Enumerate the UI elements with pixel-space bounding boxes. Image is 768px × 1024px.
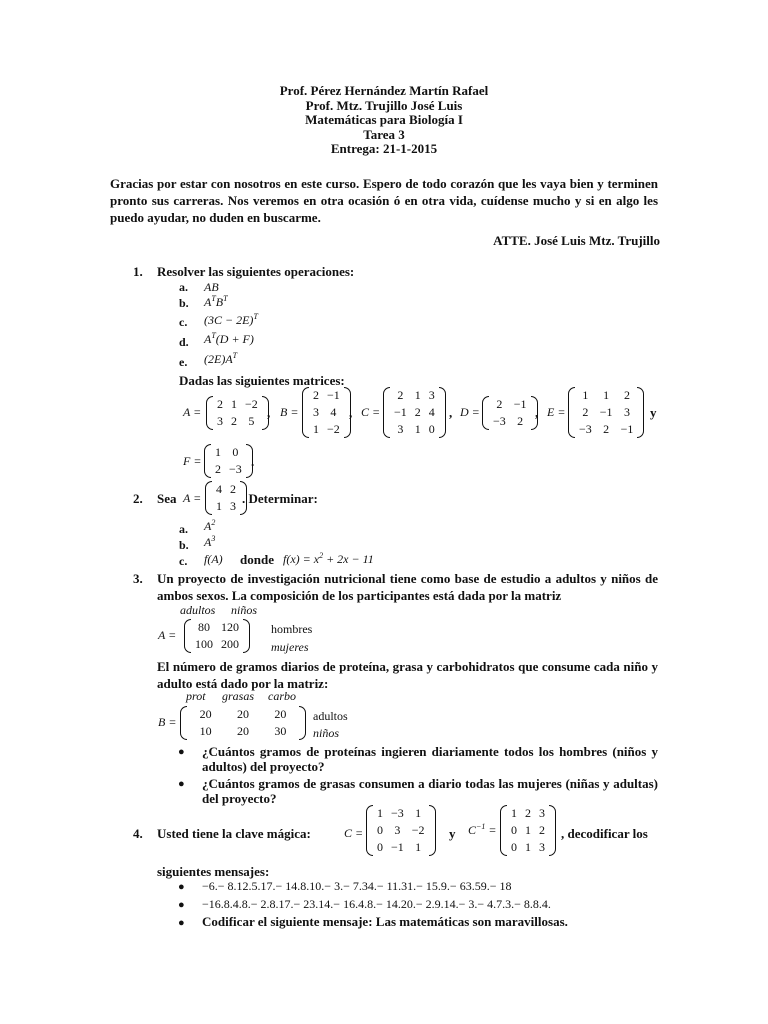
q1-item-b-expr: $A^TB^T$	[204, 294, 228, 309]
q3-matrix-A-row	[191, 636, 243, 653]
matrix-B-cell: 4	[330, 405, 337, 419]
q4-bullet-3-icon: ●	[178, 917, 185, 929]
q4-matrix-C-cell: 0	[377, 823, 383, 837]
q1-number: 1.	[133, 264, 143, 279]
q4-matrix-Cinv-cell: 1	[525, 840, 531, 854]
header-due-date: Entrega: 21-1-2015	[330, 141, 438, 157]
q2-matrix-A-row	[212, 481, 240, 498]
q4-matrix-Cinv-label: $C^{-1}$ =	[468, 822, 497, 837]
matrix-A-label: A =	[183, 405, 202, 419]
q2-matrix-A-cell: 3	[230, 499, 236, 513]
q4-text: Usted tiene la clave mágica:	[157, 826, 311, 841]
q3-bullet-1: ¿Cuántos gramos de proteínas ingieren diariamente todos los hombres (niños y adultos) del proyecto?	[202, 744, 658, 774]
q1-item-d-label: d.	[179, 335, 189, 349]
q4-matrix-Cinv-cell: 3	[539, 840, 545, 854]
q2-matrix-A	[205, 481, 247, 515]
q4-matrix-C-cell: −2	[411, 823, 425, 837]
q4-matrix-Cinv-cell: 0	[511, 840, 517, 854]
q4-matrix-Cinv-row	[507, 805, 549, 822]
q4-matrix-Cinv-cell: 0	[511, 823, 517, 837]
header-professor-1: Prof. Pérez Hernández Martín Rafael	[279, 83, 489, 98]
q4-number: 4.	[133, 826, 143, 841]
q3-matrix-B-label: B =	[158, 715, 177, 729]
q2-matrix-A-cell: 1	[216, 499, 222, 513]
matrix-A-cell: 1	[231, 397, 237, 411]
q4-matrix-C-cell: 0	[377, 840, 383, 854]
q3-col-adultos: adultos	[180, 603, 216, 617]
matrix-C-cell: 1	[414, 422, 421, 436]
matrix-C-row	[390, 387, 439, 404]
matrix-E-cell: −1	[620, 422, 634, 436]
q4-matrix-Cinv-cell: 2	[525, 806, 531, 820]
q2-matrix-A-row	[212, 498, 240, 515]
q3-matrix-B-cell: 20	[199, 707, 212, 721]
matrix-E-cell: 1	[603, 388, 610, 402]
q3-matrix-A	[184, 619, 250, 653]
q1-item-e-expr: $(2E)A^T$	[204, 351, 238, 366]
matrix-C-cell: 2	[397, 388, 404, 402]
q4-matrix-C-row	[373, 839, 429, 856]
matrix-C-cell: −1	[394, 405, 407, 419]
q4-matrix-C-label: C =	[344, 826, 364, 840]
matrix-C-cell: 0	[428, 422, 435, 436]
matrix-E-row	[575, 404, 637, 421]
q3-matrix-B-cell: 10	[199, 724, 212, 738]
matrix-D-cell: 2	[517, 414, 524, 428]
matrix-E-label: E =	[547, 405, 566, 419]
header-professor-2: Prof. Mtz. Trujillo José Luis	[305, 97, 463, 113]
matrix-F-row	[211, 461, 246, 478]
matrix-D-cell: 2	[496, 397, 503, 411]
q4-matrix-C	[366, 805, 436, 856]
q2-item-b-label: b.	[179, 538, 189, 552]
matrix-F-cell: 2	[215, 462, 221, 476]
header-course: Matemáticas para Biología I	[305, 112, 463, 128]
q3-number: 3.	[133, 571, 143, 586]
q4-message-1: −6.− 8.12.5.17.− 14.8.10.− 3.− 7.34.− 11.31.− 15.9.− 63.59.− 18	[202, 879, 512, 893]
q3-matrix-B-cell: 30	[274, 724, 287, 738]
q3-text: Un proyecto de investigación nutricional tiene como base de estudio a adultos y niños de ambos sexos. La composición de los participantes está dada por la matriz	[157, 571, 658, 603]
q4-matrix-Cinv-row	[507, 839, 549, 856]
matrix-D-cell: −3	[493, 414, 506, 428]
q3-col-ninos: niños	[231, 603, 258, 617]
q1-item-e-label: e.	[179, 355, 188, 369]
q2-item-a-label: a.	[179, 522, 188, 536]
matrix-E-row	[575, 421, 637, 438]
q3-matrix-B-cell: 20	[236, 707, 249, 721]
matrix-C-cell: 1	[414, 388, 421, 402]
q2-donde: donde	[240, 552, 274, 567]
document-page: Prof. Pérez Hernández Martín Rafael Prof. Mtz. Trujillo José Luis Matemáticas para Biología I Tarea 3 Entrega: 21-1-2015 Gracias por estar con nosotros en este curso. Espero de todo corazón que les vaya bien y terminen pronto sus carreras. Nos veremos en otra ocasión ó en otra vida, cuídense mucho y si en algo les puedo ayudar, no duden en buscarme. ATTE. José Luis Mtz. Trujillo 1. Resolver las siguientes operaciones: a. AB b. $A^TB^T$ c. $(3C - 2E)^T$ d. $A^T(D + F)$ e. $(2E)A^T$ Dadas las siguientes matrices: A = 2 1 −2 3 2 5 , B = 2 −1 3 4 1 −2 , C = 2 1 3 −1 2 4 3 1 0 , D = 2 −1 −3 2 , E = 1 1 2 2 −1 3 −3 2 −1 y F = 1 0 2 −3 . 2. Sea A = 4 2 1 3 . Determinar: a. $A^2$ b. $A^3$ c. f(A) donde $f(x) = x^2 + 2x - 11$ 3. Un proyecto de investigación nutricional tiene como base de estudio a adultos y niños de ambos sexos. La composición de los participantes está dada por la matriz adultos niños A = 80 120 100 200 hombres mujeres El número de gramos diarios de proteína, grasa y carbohidratos que consume cada niño y adulto está dado por la matriz: prot grasas carbo B = 20 20 20 10 20 30 adultos niños ● ¿Cuántos gramos de proteínas ingieren diariamente todos los hombres (niños y adultos) del proyecto? ● ¿Cuántos gramos de grasas consumen a diario todas las mujeres (niñas y adultas) del proyecto? 4. Usted tiene la clave mágica: C = 1 −3 1 0 3 −2 0 −1 1 y $C^{-1}$ = 1 2 3 0 1 2 0 1 3 , decodificar los siguientes mensajes: ● −6.− 8.12.5.17.− 14.8.10.− 3.− 7.34.− 11.31.− 15.9.− 63.59.− 18 ● −16.8.4.8.− 2.8.17.− 23.14.− 16.4.8.− 14.20.− 2.9.14.− 3.− 4.7.3.− 8.8.4. ● Codificar el siguiente mensaje: Las matemáticas son maravillosas.	[0, 0, 768, 1024]
q4-matrix-Cinv-row	[507, 822, 549, 839]
q1-given-text: Dadas las siguientes matrices:	[179, 373, 345, 388]
matrix-F	[204, 444, 253, 478]
q3-bullet-2-icon: ●	[178, 778, 185, 790]
document-header	[0, 84, 768, 157]
matrix-B-row	[309, 421, 344, 438]
matrix-C	[383, 387, 446, 438]
intro-paragraph: Gracias por estar con nosotros en este curso. Espero de todo corazón que les vaya bien y terminen pronto sus carreras. Nos veremos en otra ocasión ó en otra vida, cuídense mucho y si en algo les puedo ayudar, no duden en buscarme.	[110, 176, 658, 225]
q1-item-b-label: b.	[179, 296, 189, 310]
q1-and-text: y	[650, 405, 657, 420]
matrix-B-cell: −2	[327, 422, 340, 436]
q3-row-mujeres: mujeres	[271, 640, 309, 654]
matrix-E-cell: −3	[579, 422, 592, 436]
q2-item-c-label: c.	[179, 554, 188, 568]
matrix-D-row	[489, 396, 531, 413]
q4-text2: siguientes mensajes:	[157, 864, 270, 879]
q4-decode: , decodificar los	[561, 826, 648, 841]
q1-item-d-expr: $A^T(D + F)$	[204, 331, 254, 346]
matrix-F-cell: 1	[215, 445, 221, 459]
matrix-A-cell: 2	[217, 397, 223, 411]
matrix-E-row	[575, 387, 637, 404]
q2-function: $f(x) = x^2 + 2x - 11$	[283, 551, 374, 566]
matrix-F-cell: 0	[232, 445, 239, 459]
q3-matrix-B-row	[187, 723, 299, 740]
matrix-D-row	[489, 413, 531, 430]
matrix-A-row	[213, 396, 262, 413]
q4-matrix-C-row	[373, 822, 429, 839]
matrix-C-cell: 3	[397, 422, 404, 436]
q3-col-carbo: carbo	[268, 689, 296, 703]
q1-item-c-label: c.	[179, 315, 188, 329]
q4-matrix-C-cell: −1	[391, 840, 404, 854]
matrix-A-row	[213, 413, 262, 430]
q3-matrix-B-cell: 20	[236, 724, 249, 738]
q1-item-c-expr: $(3C - 2E)^T$	[204, 312, 258, 327]
q2-matrix-A-label: A =	[183, 491, 202, 505]
q3-matrix-A-label: A =	[158, 628, 177, 642]
q3-bullet-1-icon: ●	[178, 746, 185, 758]
matrix-B-label: B =	[280, 405, 299, 419]
q3-bullet-2: ¿Cuántos gramos de grasas consumen a diario todas las mujeres (niñas y adultas) del proyecto?	[202, 776, 658, 806]
q2-item-a-expr: $A^2$	[204, 518, 216, 533]
matrix-E-cell: 2	[582, 405, 589, 419]
q4-message-2: −16.8.4.8.− 2.8.17.− 23.14.− 16.4.8.− 14.20.− 2.9.14.− 3.− 4.7.3.− 8.8.4.	[202, 897, 551, 911]
matrix-F-cell: −3	[229, 462, 242, 476]
matrix-E-cell: 2	[623, 388, 630, 402]
q4-matrix-C-cell: 1	[415, 840, 422, 854]
q3-matrix-B	[180, 706, 306, 740]
q2-item-c-expr: f(A)	[204, 552, 223, 566]
q3-col-grasas: grasas	[222, 689, 255, 703]
q3-matrix-B-cell: 20	[274, 707, 287, 721]
matrix-D-label: D =	[460, 405, 480, 419]
matrix-C-cell: 2	[414, 405, 421, 419]
matrix-A-cell: −2	[245, 397, 258, 411]
q2-item-b-expr: $A^3$	[204, 534, 216, 549]
matrix-C-cell: 3	[428, 388, 435, 402]
q4-bullet-1-icon: ●	[178, 881, 185, 893]
q4-matrix-Cinv-cell: 2	[539, 823, 545, 837]
matrix-D	[482, 396, 538, 430]
q1-title: Resolver las siguientes operaciones:	[157, 264, 355, 279]
q2-matrix-A-cell: 4	[216, 482, 222, 496]
matrix-C-row	[390, 404, 439, 421]
matrix-A-cell: 2	[231, 414, 237, 428]
q2-determinar: . Determinar:	[242, 491, 318, 506]
q4-matrix-C-row	[373, 805, 429, 822]
matrix-A-cell: 5	[248, 414, 255, 428]
matrix-B-row	[309, 404, 344, 421]
matrix-A	[206, 396, 269, 430]
matrix-B-cell: 1	[313, 422, 319, 436]
matrix-B-row	[309, 387, 344, 404]
q4-matrix-C-cell: −3	[391, 806, 404, 820]
q1-item-a-expr: AB	[204, 280, 219, 294]
q3-matrix-A-cell: 80	[198, 620, 210, 634]
matrix-B-cell: 2	[313, 388, 319, 402]
q4-matrix-Cinv	[500, 805, 556, 856]
matrix-C-row	[390, 421, 439, 438]
q3-text2: El número de gramos diarios de proteína, grasa y carbohidratos que consume cada niño y adulto está dado por la matriz:	[157, 659, 658, 691]
matrix-E-cell: −1	[599, 405, 613, 419]
q3-row-ninos: niños	[313, 726, 340, 740]
q3-matrix-A-row	[191, 619, 243, 636]
matrix-B	[302, 387, 351, 438]
q2-matrix-A-cell: 2	[230, 482, 236, 496]
q3-matrix-A-cell: 100	[195, 637, 213, 651]
matrix-E-cell: 2	[603, 422, 610, 436]
q2-sea: Sea	[157, 491, 177, 506]
q3-row-adultos: adultos	[313, 709, 348, 723]
q3-matrix-A-cell: 120	[221, 620, 239, 634]
q4-encode: Codificar el siguiente mensaje: Las matemáticas son maravillosas.	[202, 914, 568, 929]
q4-matrix-C-cell: 1	[377, 806, 383, 820]
header-assignment: Tarea 3	[363, 126, 405, 142]
matrix-A-cell: 3	[217, 414, 223, 428]
matrix-E-cell: 3	[623, 405, 630, 419]
q1-item-a-label: a.	[179, 280, 188, 294]
matrix-F-row	[211, 444, 246, 461]
matrix-F-label: F =	[183, 454, 202, 468]
q3-matrix-B-row	[187, 706, 299, 723]
q4-matrix-Cinv-cell: 1	[511, 806, 517, 820]
q4-matrix-Cinv-cell: 1	[525, 823, 531, 837]
q4-y: y	[449, 826, 456, 841]
q3-col-prot: prot	[186, 689, 206, 703]
q4-matrix-C-cell: 1	[415, 806, 422, 820]
q3-row-hombres: hombres	[271, 622, 313, 636]
q4-bullet-2-icon: ●	[178, 899, 185, 911]
matrix-E-cell: 1	[582, 388, 589, 402]
matrix-E	[568, 387, 644, 438]
q4-matrix-Cinv-cell: 3	[539, 806, 545, 820]
matrix-C-label: C =	[361, 405, 381, 419]
matrix-B-cell: −1	[327, 388, 340, 402]
q2-number: 2.	[133, 491, 143, 506]
signature: ATTE. José Luis Mtz. Trujillo	[493, 233, 660, 248]
matrix-D-cell: −1	[513, 397, 527, 411]
matrix-C-cell: 4	[428, 405, 435, 419]
q3-matrix-A-cell: 200	[221, 637, 239, 651]
q4-matrix-C-cell: 3	[394, 823, 401, 837]
matrix-B-cell: 3	[313, 405, 319, 419]
